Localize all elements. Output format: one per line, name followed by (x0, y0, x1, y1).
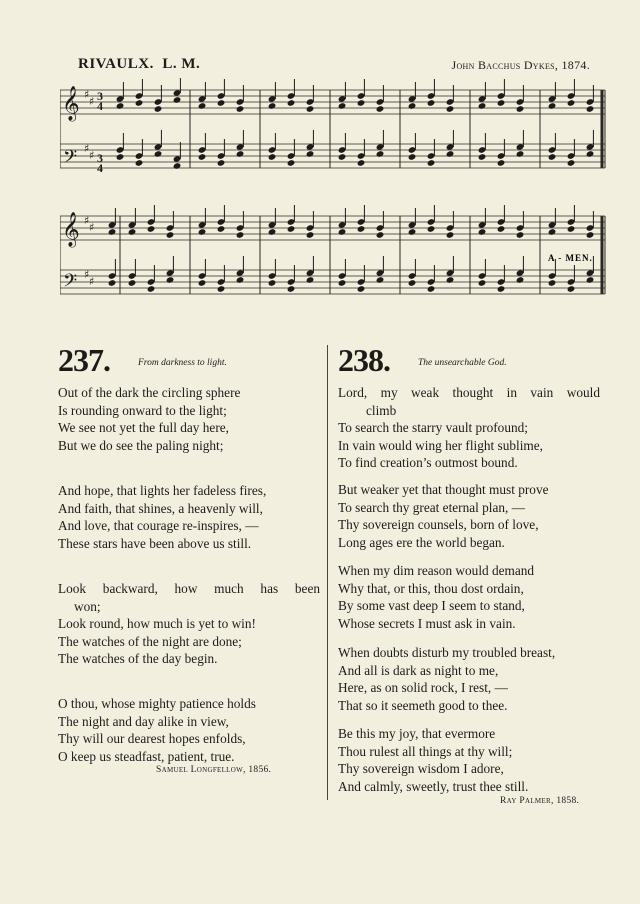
note-head (338, 102, 347, 110)
verse-line: won; (74, 598, 101, 614)
note-head (357, 159, 366, 167)
note-head (516, 105, 525, 113)
verse-line: Be this my joy, that evermore (338, 726, 496, 741)
verse-line: When my dim reason would demand (338, 563, 535, 578)
note-head (154, 150, 163, 158)
note-head (427, 159, 436, 167)
note-head (116, 153, 125, 161)
note-head (586, 231, 595, 239)
verse-line: Is rounding onward to the light; (58, 402, 227, 418)
verse-line: Thy sovereign wisdom I adore, (338, 761, 504, 776)
sharp-icon: ♯ (84, 268, 90, 281)
verse-line: Thou rulest all things at thy will; (338, 743, 513, 759)
verse-line: Whose secrets I must ask in vain. (338, 615, 516, 631)
note-head (497, 99, 506, 107)
note-head (128, 279, 137, 287)
note-head (236, 150, 245, 158)
note-head (147, 225, 156, 233)
note-head (154, 105, 163, 113)
verse-line: O thou, whose mighty patience holds (58, 696, 256, 711)
verse-line: Why that, or this, thou dost ordain, (338, 580, 524, 596)
note-head (376, 105, 385, 113)
note-head (567, 285, 576, 293)
note-head (217, 159, 226, 167)
amen-label: A - MEN. (548, 253, 593, 263)
note-head (147, 285, 156, 293)
hymn-number: 237. (58, 342, 110, 378)
note-head (478, 279, 487, 287)
note-head (427, 99, 436, 107)
note-head (376, 150, 385, 158)
sharp-icon: ♯ (84, 214, 90, 227)
hymn-author: Ray Palmer, 1858. (500, 796, 580, 806)
sharp-icon: ♯ (89, 221, 95, 234)
verse-line: By some vast deep I seem to stand, (338, 598, 525, 613)
note-head (268, 228, 277, 236)
note-head (135, 159, 144, 167)
note-head (287, 159, 296, 167)
note-head (338, 279, 347, 287)
tune-composer: John Bacchus Dykes, 1874. (451, 58, 590, 72)
note-head (116, 102, 125, 110)
hymn-237 (58, 344, 320, 784)
note-head (173, 96, 182, 104)
note-head (306, 231, 315, 239)
bass-clef-icon: 𝄢 (63, 147, 78, 172)
clefs (62, 86, 80, 296)
note-head (567, 99, 576, 107)
note-head (586, 276, 595, 284)
note-head (338, 228, 347, 236)
note-head (548, 279, 557, 287)
note-head (446, 150, 455, 158)
note-head (128, 228, 137, 236)
note-head (376, 276, 385, 284)
note-head (408, 279, 417, 287)
note-head (217, 99, 226, 107)
note-head (427, 225, 436, 233)
note-head (516, 231, 525, 239)
note-head (357, 225, 366, 233)
hymn-subtitle: The unsearchable God. (418, 358, 507, 368)
note-head (446, 105, 455, 113)
verse-line: To search the starry vault profound; (338, 420, 528, 435)
verse-line: To find creation’s outmost bound. (338, 455, 518, 470)
note-head (173, 162, 182, 170)
time-signature: 3 (97, 89, 103, 103)
verse-line: Thy will our dearest hopes enfolds, (58, 731, 246, 746)
sharp-icon: ♯ (89, 275, 95, 288)
verse-line: To search thy great eternal plan, — (338, 499, 525, 515)
verse-line: We see not yet the full day here, (58, 420, 229, 435)
note-head (516, 150, 525, 158)
column-divider (327, 345, 328, 800)
note-head (497, 159, 506, 167)
sharp-icon: ♯ (84, 142, 90, 155)
hymn-subtitle: From darkness to light. (138, 358, 227, 368)
verse (338, 644, 600, 714)
verse (58, 580, 320, 668)
note-head (446, 231, 455, 239)
verse-line: Look round, how much is yet to win! (58, 616, 256, 631)
note-head (586, 150, 595, 158)
note-head (287, 285, 296, 293)
note-head (408, 228, 417, 236)
music-score (60, 78, 610, 318)
note-head (268, 102, 277, 110)
note-head (198, 102, 207, 110)
verse-line: Here, as on solid rock, I rest, — (338, 680, 508, 695)
note-head (236, 276, 245, 284)
note-head (446, 276, 455, 284)
time-signatures (97, 89, 103, 175)
verse (58, 384, 320, 454)
note-head (166, 231, 175, 239)
verse-line: These stars have been above us still. (58, 535, 252, 551)
note-head (548, 153, 557, 161)
verse-line: Lord, my weak thought in vain would (338, 385, 600, 400)
note-head (306, 276, 315, 284)
note-head (338, 153, 347, 161)
verse-line: The night and day alike in view, (58, 713, 229, 729)
verse-line: But weaker yet that thought must prove (338, 482, 549, 497)
note-head (357, 285, 366, 293)
note-head (516, 276, 525, 284)
verse-line: Long ages ere the world began. (338, 534, 505, 550)
note-head (287, 225, 296, 233)
sharp-icon: ♯ (84, 88, 90, 101)
verse-line: That so it seemeth good to thee. (338, 697, 508, 713)
note-head (376, 231, 385, 239)
verse-line: When doubts disturb my troubled breast, (338, 645, 556, 660)
note-head (548, 228, 557, 236)
time-signature: 4 (97, 99, 103, 113)
verse-line: And all is dark as night to me, (338, 662, 499, 678)
note-head (135, 99, 144, 107)
tune-name: RIVAULX. (78, 56, 154, 72)
key-signatures (84, 88, 94, 288)
hymn-author: Samuel Longfellow, 1856. (156, 765, 272, 775)
note-head (268, 279, 277, 287)
notes (108, 78, 595, 293)
verse-line: O keep us steadfast, patient, true. (58, 748, 235, 764)
note-head (287, 99, 296, 107)
note-head (166, 276, 175, 284)
verse (338, 562, 600, 632)
note-head (478, 102, 487, 110)
verse-line: And calmly, sweetly, trust thee still. (338, 778, 529, 794)
note-head (236, 105, 245, 113)
treble-clef-icon: 𝄞 (62, 212, 80, 247)
verse-line: And faith, that shines, a heavenly will, (58, 500, 263, 516)
note-head (198, 228, 207, 236)
note-head (198, 153, 207, 161)
note-head (306, 105, 315, 113)
note-head (567, 225, 576, 233)
time-signature: 4 (97, 161, 103, 175)
note-head (217, 225, 226, 233)
note-head (478, 228, 487, 236)
note-head (236, 231, 245, 239)
treble-clef-icon: 𝄞 (62, 86, 80, 121)
note-head (408, 153, 417, 161)
verse (58, 695, 320, 765)
hymn-238 (338, 344, 600, 814)
note-head (548, 102, 557, 110)
note-head (408, 102, 417, 110)
note-head (108, 279, 117, 287)
verse-line: And hope, that lights her fadeless fires, (58, 483, 267, 498)
verse-line: Thy sovereign counsels, born of love, (338, 517, 539, 532)
note-head (478, 153, 487, 161)
note-head (497, 225, 506, 233)
note-head (198, 279, 207, 287)
verse (338, 725, 600, 795)
verse-line: The watches of the night are done; (58, 633, 242, 649)
note-head (567, 159, 576, 167)
note-head (427, 285, 436, 293)
verse (338, 384, 600, 472)
note-head (357, 99, 366, 107)
hymn-number: 238. (338, 342, 390, 378)
verse-line: Look backward, how much has been (58, 581, 320, 596)
time-signature: 3 (97, 151, 103, 165)
verse-line: Out of the dark the circling sphere (58, 385, 241, 400)
tune-header (78, 56, 590, 76)
note-head (586, 105, 595, 113)
verse (338, 481, 600, 551)
verse (58, 482, 320, 552)
verse-line: climb (366, 402, 397, 418)
verse-line: And love, that courage re-inspires, — (58, 518, 259, 533)
sharp-icon: ♯ (89, 95, 95, 108)
note-head (268, 153, 277, 161)
note-head (217, 285, 226, 293)
verse-line: In vain would wing her flight sublime, (338, 437, 543, 453)
sharp-icon: ♯ (89, 149, 95, 162)
note-head (306, 150, 315, 158)
note-head (108, 228, 117, 236)
verse-line: The watches of the day begin. (58, 651, 218, 666)
tune-meter: L. M. (162, 56, 201, 72)
note-head (497, 285, 506, 293)
verse-line: But we do see the paling night; (58, 437, 224, 453)
tune-title (78, 56, 200, 73)
bass-clef-icon: 𝄢 (63, 271, 78, 296)
